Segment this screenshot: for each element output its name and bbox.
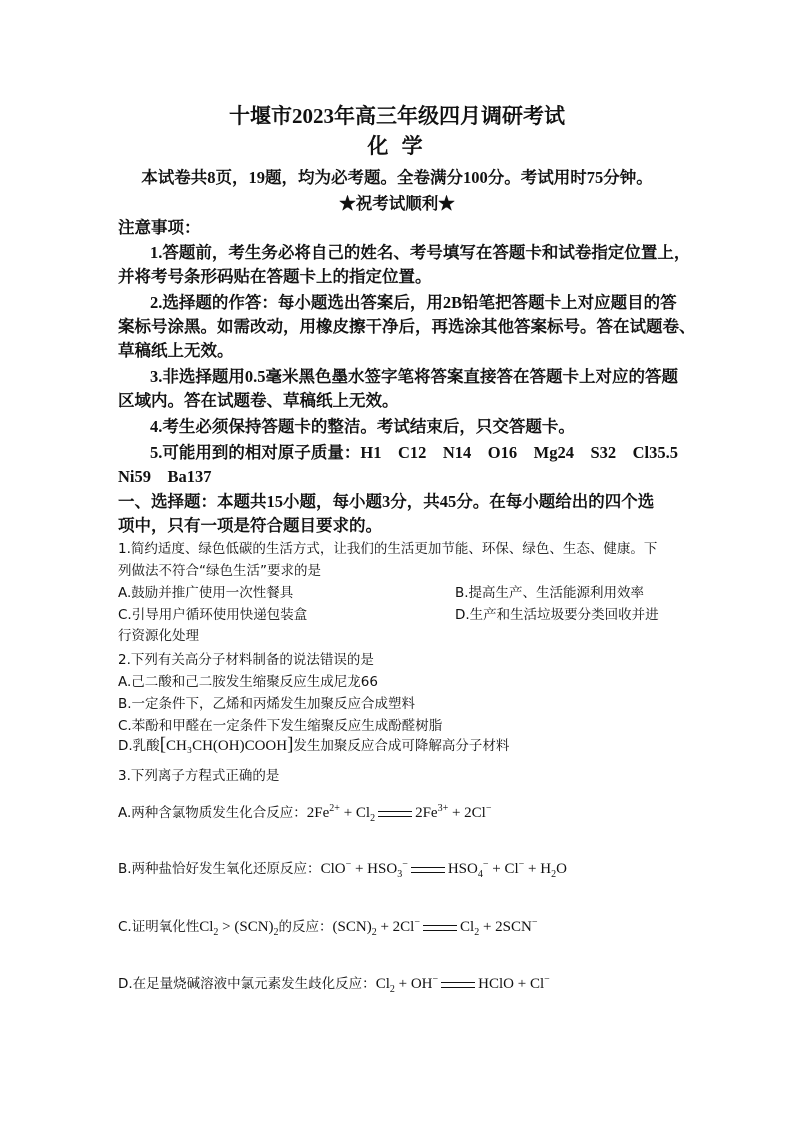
exam-title: 十堰市2023年高三年级四月调研考试 [229, 104, 565, 128]
notice-item-1-line-1: 1.答题前，考生务必将自己的姓名、考号填写在答题卡和试卷指定位置上， [150, 243, 691, 262]
q2-option-b: B.一定条件下，乙烯和丙烯发生加聚反应合成塑料 [118, 696, 416, 712]
q1-option-d-line-1: D.生产和生活垃圾要分类回收并进 [455, 607, 659, 623]
q2-stem: 2.下列有关高分子材料制备的说法错误的是 [118, 652, 374, 668]
q2-option-d [118, 734, 509, 756]
q1-option-a: A.鼓励并推广使用一次性餐具 [118, 585, 294, 601]
q3-option-b [118, 857, 567, 880]
q2-lactic-acid-formula: CH₃CH(OH)COOH [166, 738, 288, 754]
notice-item-4: 4.考生必须保持答题卡的整洁。考试结束后，只交答题卡。 [150, 417, 575, 436]
bracket-right: ] [287, 734, 294, 755]
section1-heading-line-1: 一、选择题：本题共15小题，每小题3分，共45分。在每小题给出的四个选 [118, 492, 655, 511]
notice-item-5-line-1: 5.可能用到的相对原子质量：H1 C12 N14 O16 Mg24 S32 Cl35.5 [150, 443, 678, 462]
notice-item-2-line-2: 案标号涂黑。如需改动，用橡皮擦干净后，再选涂其他答案标号。答在试题卷、 [118, 317, 696, 336]
q2-option-a: A.己二酸和己二胺发生缩聚反应生成尼龙66 [118, 674, 378, 690]
section1-heading-line-2: 项中，只有一项是符合题目要求的。 [118, 516, 382, 535]
q1-option-c: C.引导用户循环使用快递包装盒 [118, 607, 308, 623]
q3-option-a-text: A.两种含氯物质发生化合反应： [118, 805, 307, 821]
q3-option-c-condition: $Cl_2 > (SCN)_2$ [199, 919, 279, 938]
notice-item-3-line-1: 3.非选择题用0.5毫米黑色墨水签字笔将答案直接答在答题卡上对应的答题 [150, 367, 678, 386]
notice-item-2-line-1: 2.选择题的作答：每小题选出答案后，用2B铅笔把答题卡上对应题目的答 [150, 293, 677, 312]
q3-option-c-mid: 的反应： [278, 919, 333, 935]
q3-option-c-equation: $(SCN)_2 + 2Cl^-$ $Cl_2 + 2SCN^-$ [332, 917, 538, 938]
q3-option-d-equation: $Cl_2 + OH^-$ HClO + Cl− [375, 974, 550, 995]
q2-option-d-prefix: D.乳酸 [118, 738, 160, 754]
q3-option-d-text: D.在足量烧碱溶液中氯元素发生歧化反应： [118, 976, 376, 992]
q3-option-c [118, 915, 537, 938]
notice-item-5-line-2: Ni59 Ba137 [118, 467, 212, 486]
q3-option-a-equation: $2Fe^{2+} + Cl_2$ $2Fe^{3+} + 2Cl^-$ [306, 803, 492, 824]
q3-option-b-equation: $ClO^- + HSO_3^-$ $HSO_4^- + Cl^- + H_2O$ [320, 859, 567, 880]
q1-stem-line-1: 1.简约适度、绿色低碳的生活方式，让我们的生活更加节能、环保、绿色、生态、健康。下 [118, 541, 658, 557]
q2-option-c: C.苯酚和甲醛在一定条件下发生缩聚反应生成酚醛树脂 [118, 718, 443, 734]
equals-sign [411, 867, 445, 873]
equals-sign [423, 925, 457, 931]
q1-option-d-line-2: 行资源化处理 [118, 628, 199, 644]
notice-heading: 注意事项： [118, 218, 201, 237]
q3-option-c-prefix: C.证明氧化性 [118, 919, 200, 935]
notice-item-3-line-2: 区域内。答在试题卷、草稿纸上无效。 [118, 391, 399, 410]
q3-option-b-text: B.两种盐恰好发生氧化还原反应： [118, 861, 321, 877]
notice-item-2-line-3: 草稿纸上无效。 [118, 341, 234, 360]
q3-option-d [118, 972, 550, 995]
q3-option-a [118, 801, 492, 824]
exam-intro: 本试卷共8页，19题，均为必考题。全卷满分100分。考试用时75分钟。 [141, 168, 653, 187]
equals-sign [378, 811, 412, 817]
exam-wish: ★祝考试顺利★ [339, 194, 455, 213]
equals-sign [441, 982, 475, 988]
q2-option-d-suffix: 发生加聚反应合成可降解高分子材料 [293, 738, 510, 754]
exam-subject: 化 学 [367, 134, 427, 158]
q3-stem: 3.下列离子方程式正确的是 [118, 768, 280, 784]
q1-stem-line-2: 列做法不符合“绿色生活”要求的是 [118, 563, 321, 579]
q1-option-b: B.提高生产、生活能源利用效率 [455, 585, 645, 601]
bracket-left: [ [159, 734, 167, 755]
notice-item-1-line-2: 并将考号条形码贴在答题卡上的指定位置。 [118, 267, 432, 286]
